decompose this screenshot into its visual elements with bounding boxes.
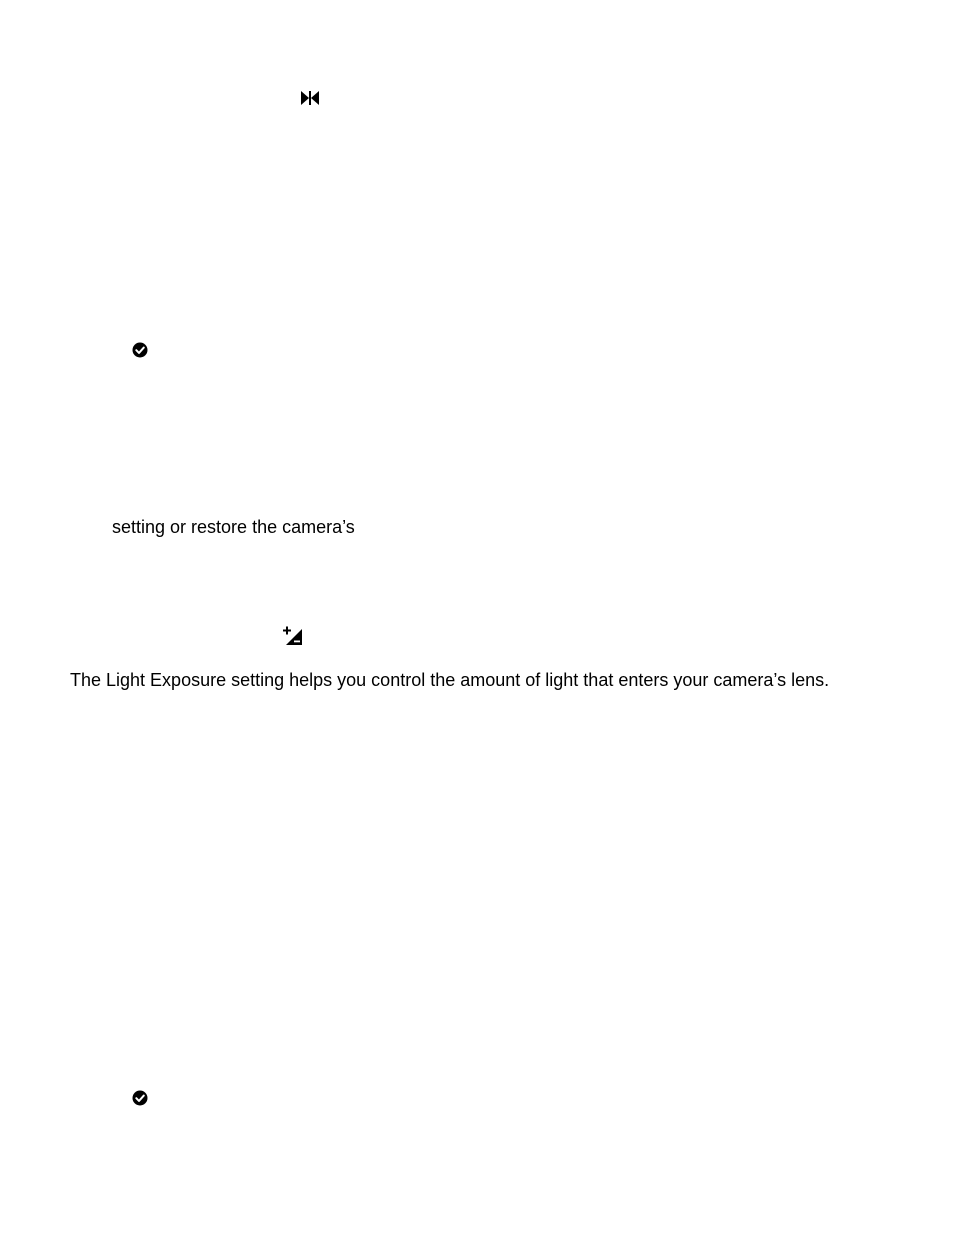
white-balance-bowtie-icon	[301, 90, 319, 106]
exposure-plus-minus-icon	[283, 626, 303, 646]
light-exposure-description: The Light Exposure setting helps you control the amount of light that enters your camera’s lens.	[70, 670, 830, 690]
check-circle-icon	[132, 1090, 148, 1106]
check-circle-icon	[132, 342, 148, 358]
restore-setting-text: setting or restore the camera’s	[112, 517, 355, 537]
